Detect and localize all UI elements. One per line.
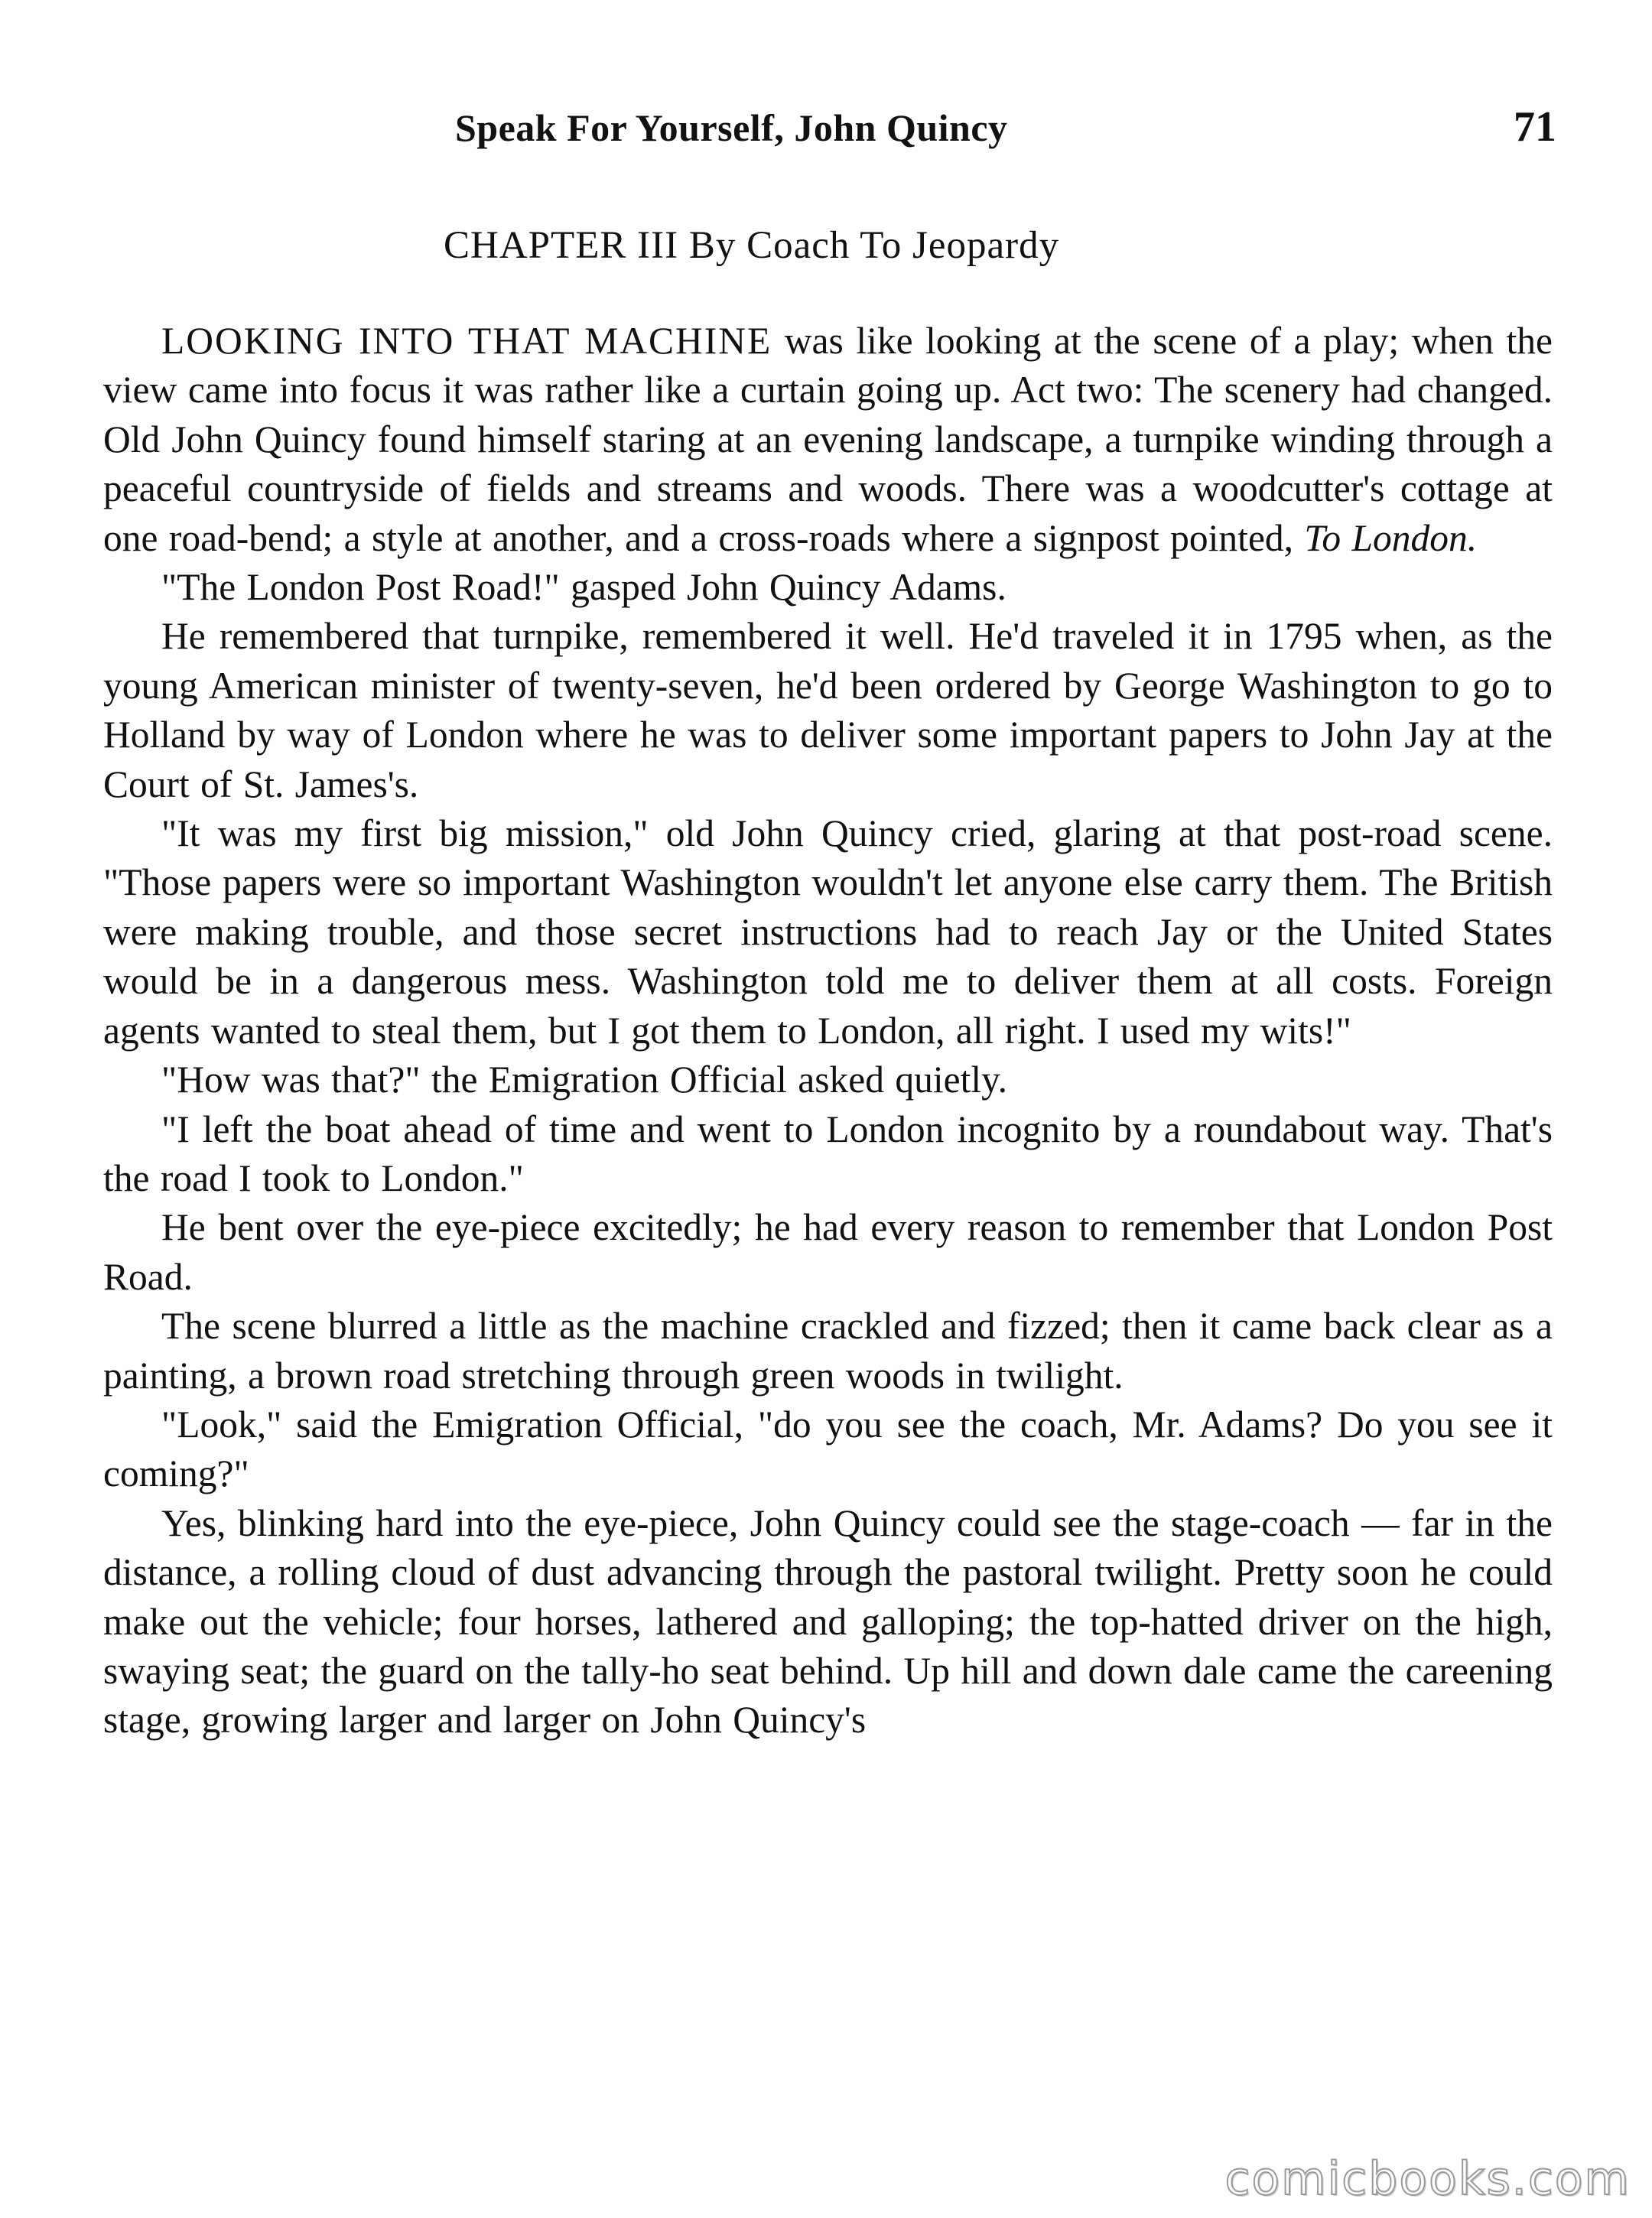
watermark: comicbooks.com (1224, 2152, 1631, 2206)
paragraph-1-lead: LOOKING INTO THAT MACHINE (161, 320, 772, 362)
chapter-heading: CHAPTER III By Coach To Jeopardy (444, 224, 1060, 267)
paragraph-4: "It was my first big mission," old John Quincy cried, glaring at that post-road scene. "Those papers were so important Washington wouldn't let anyone else carry them. The British were making trouble, and those secret instructions had to reach Jay or the United States would be in a dangerous mess. Washington told me to deliver them at all costs. Foreign agents wanted to steal them, but I got them to London, all right. I used my wits!" (103, 812, 1553, 1052)
running-title: Speak For Yourself, John Quincy (455, 106, 1008, 149)
paragraph-1 (103, 317, 1553, 563)
body-text (103, 317, 1553, 1745)
running-head (103, 99, 1556, 161)
book-page (103, 99, 1556, 1745)
page-number: 71 (1514, 103, 1556, 151)
paragraph-6: "I left the boat ahead of time and went to London incognito by a roundabout way. That's the road I took to London." (103, 1107, 1553, 1199)
paragraph-7: He bent over the eye-piece excitedly; he had every reason to remember that London Post Road. (103, 1206, 1553, 1298)
paragraph-9: "Look," said the Emigration Official, "do you see the coach, Mr. Adams? Do you see it coming?" (103, 1403, 1553, 1495)
paragraph-1-text: was like looking at the scene of a play; when the view came into focus it was rather like a curtain going up. Act two: The scenery had changed. Old John Quincy found himself staring at an evening landscape, a turnpike winding through a peaceful countryside of fields and streams and woods. There was a woodcutter's cottage at one road-bend; a style at another, and a cross-roads where a signpost pointed, (103, 320, 1553, 559)
paragraph-2: "The London Post Road!" gasped John Quincy Adams. (161, 566, 1006, 609)
paragraph-8: The scene blurred a little as the machine crackled and fizzed; then it came back clear as a painting, a brown road stretching through green woods in twilight. (103, 1305, 1553, 1397)
paragraph-3: He remembered that turnpike, remembered it well. He'd traveled it in 1795 when, as the young American minister of twenty-seven, he'd been ordered by George Washington to go to Holland by way of London where he was to deliver some important papers to John Jay at the Court of St. James's. (103, 615, 1553, 805)
signpost-text: To London. (1304, 516, 1478, 559)
paragraph-5: "How was that?" the Emigration Official asked quietly. (161, 1059, 1007, 1101)
paragraph-10: Yes, blinking hard into the eye-piece, John Quincy could see the stage-coach — far in the distance, a rolling cloud of dust advancing through the pastoral twilight. Pretty soon he could make out the vehicle; four horses, lathered and galloping; the top-hatted driver on the high, swaying seat; the guard on the tally-ho seat behind. Up hill and down dale came the careening stage, growing larger and larger on John Quincy's (103, 1501, 1553, 1742)
